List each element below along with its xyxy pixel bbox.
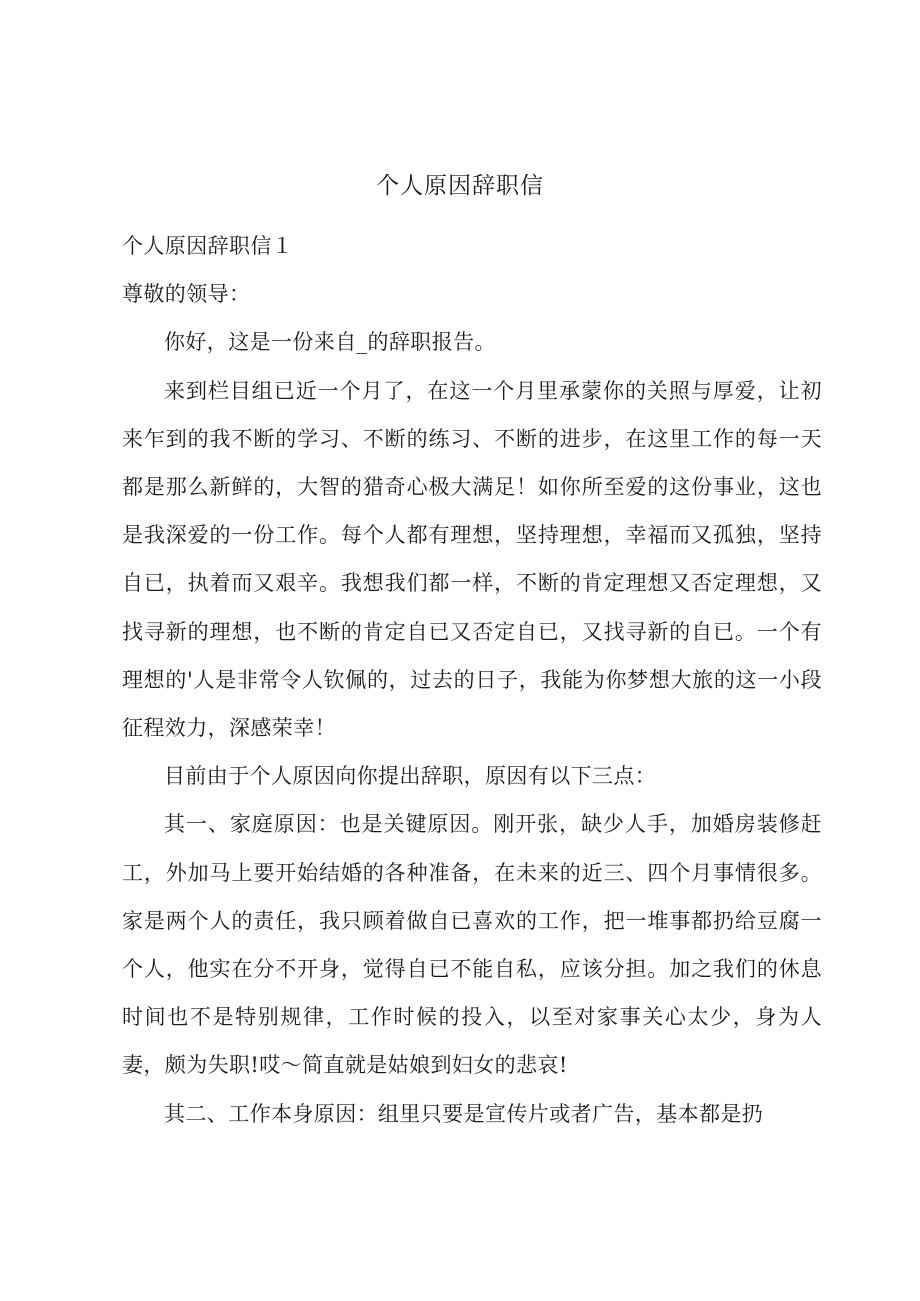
letter-subtitle: 个人原因辞职信１ [122, 234, 294, 258]
paragraph-greeting: 你好，这是一份来自_的辞职报告。 [164, 330, 496, 355]
paragraph-reason-family: 其一、家庭原因：也是关键原因。刚开张，缺少人手，加婚房装修赶工，外加马上要开始结婚的各种准备，在未来的近三、四个月事情很多。家是两个人的责任，我只顾着做自已喜欢的工作，把一堆事都扔给豆腐一个人，他实在分不开身，觉得自已不能自私，应该分担。加之我们的休息时间也不是特别规律，工作时候的投入，以至对家事关心太少，身为人妻，颇为失职!哎～简直就是姑娘到妇女的悲哀! [122, 812, 822, 1078]
document-body [122, 222, 822, 1138]
letter-salutation: 尊敬的领导： [122, 282, 251, 307]
paragraph-reason-summary: 目前由于个人原因向你提出辞职，原因有以下三点： [164, 764, 657, 789]
paragraph-intro: 来到栏目组已近一个月了，在这一个月里承蒙你的关照与厚爱，让初来乍到的我不断的学习、不断的练习、不断的进步，在这里工作的每一天都是那么新鲜的，大智的猎奇心极大满足！如你所至爱的这份事业，这也是我深爱的一份工作。每个人都有理想，坚持理想，幸福而又孤独，坚持自已，执着而又艰辛。我想我们都一样，不断的肯定理想又否定理想，又找寻新的理想，也不断的肯定自已又否定自已，又找寻新的自已。一个有理想的'人是非常令人钦佩的，过去的日子，我能为你梦想大旅的这一小段征程效力，深感荣幸！ [122, 378, 822, 741]
paragraph-reason-work: 其二、工作本身原因：组里只要是宣传片或者广告，基本都是扔 [164, 1101, 764, 1126]
document-title: 个人原因辞职信 [376, 173, 544, 199]
